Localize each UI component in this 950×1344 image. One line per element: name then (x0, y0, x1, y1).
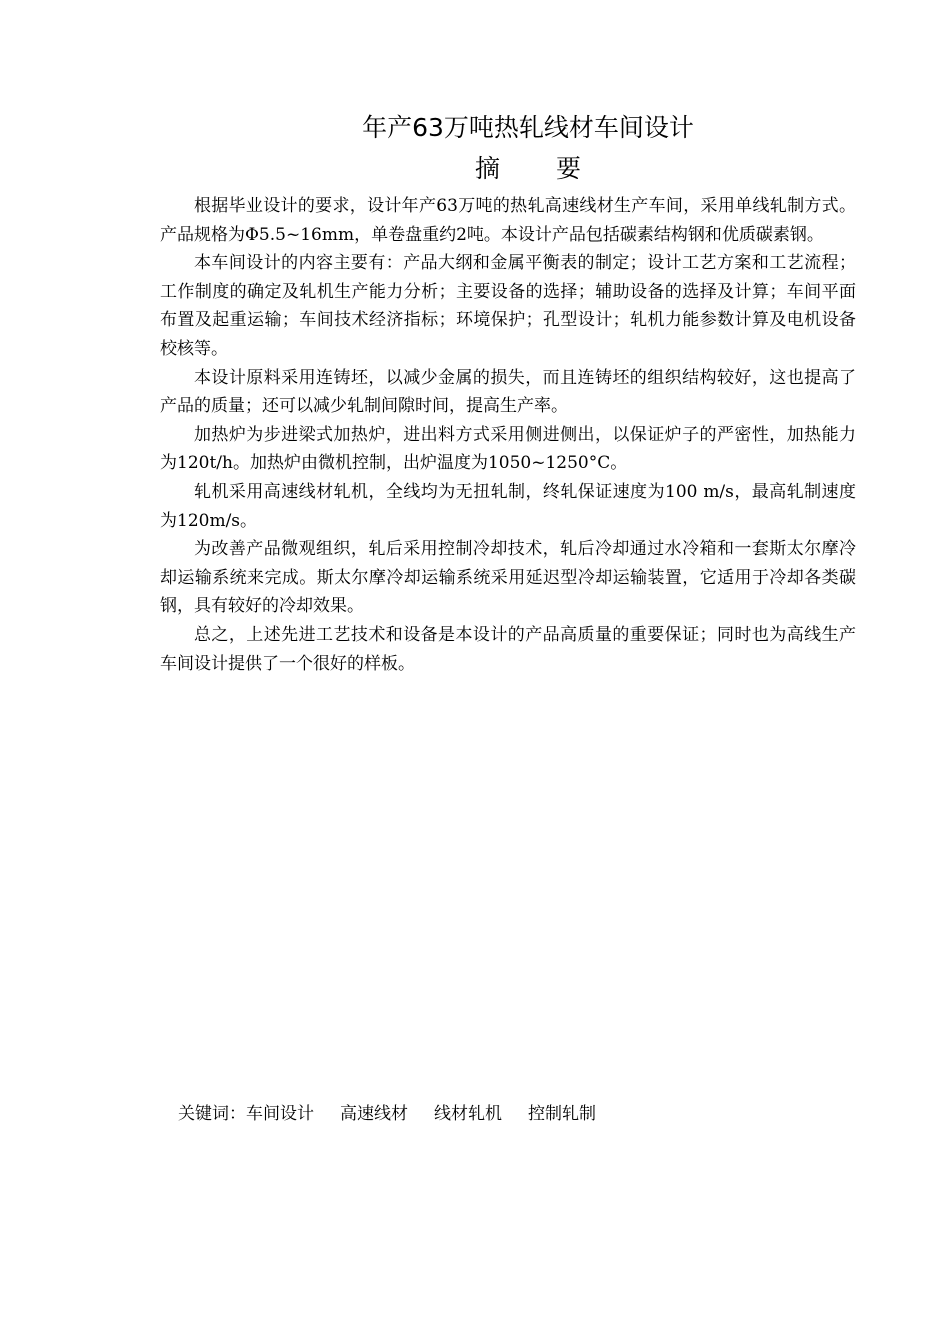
keywords-label: 关键词： (178, 1104, 246, 1124)
keyword: 线材轧机 (434, 1104, 502, 1124)
keywords-line (178, 1100, 878, 1128)
keyword: 车间设计 (246, 1104, 314, 1124)
abstract-paragraph: 总之，上述先进工艺技术和设备是本设计的产品高质量的重要保证；同时也为高线生产车间设计提供了一个很好的样板。 (160, 624, 856, 674)
abstract-body (160, 192, 856, 678)
keyword: 高速线材 (340, 1104, 408, 1124)
keyword: 控制轧制 (528, 1104, 596, 1124)
abstract-heading-part1: 摘 (474, 154, 500, 183)
abstract-heading (160, 152, 896, 186)
abstract-paragraph: 为改善产品微观组织，轧后采用控制冷却技术，轧后冷却通过水冷箱和一套斯太尔摩冷却运输系统来完成。斯太尔摩冷却运输系统采用延迟型冷却运输装置，它适用于冷却各类碳钢，具有较好的冷却效果。 (160, 539, 856, 617)
abstract-heading-part2: 要 (556, 154, 582, 183)
abstract-paragraph: 加热炉为步进梁式加热炉，进出料方式采用侧进侧出，以保证炉子的严密性，加热能力为120t/h。加热炉由微机控制，出炉温度为1050~1250°C。 (160, 424, 856, 474)
abstract-paragraph: 轧机采用高速线材轧机，全线均为无扭轧制，终轧保证速度为100 m/s，最高轧制速度为120m/s。 (160, 481, 856, 531)
abstract-paragraph: 本车间设计的内容主要有：产品大纲和金属平衡表的制定；设计工艺方案和工艺流程；工作制度的确定及轧机生产能力分析；主要设备的选择；辅助设备的选择及计算；车间平面布置及起重运输；车间技术经济指标；环境保护；孔型设计；轧机力能参数计算及电机设备校核等。 (160, 253, 856, 359)
abstract-paragraph: 根据毕业设计的要求，设计年产63万吨的热轧高速线材生产车间，采用单线轧制方式。产品规格为Φ5.5~16mm，单卷盘重约2吨。本设计产品包括碳素结构钢和优质碳素钢。 (160, 196, 856, 245)
abstract-paragraph: 本设计原料采用连铸坯，以减少金属的损失，而且连铸坯的组织结构较好，这也提高了产品的质量；还可以减少轧制间隙时间，提高生产率。 (160, 367, 856, 417)
document-title: 年产63万吨热轧线材车间设计 (362, 113, 694, 142)
